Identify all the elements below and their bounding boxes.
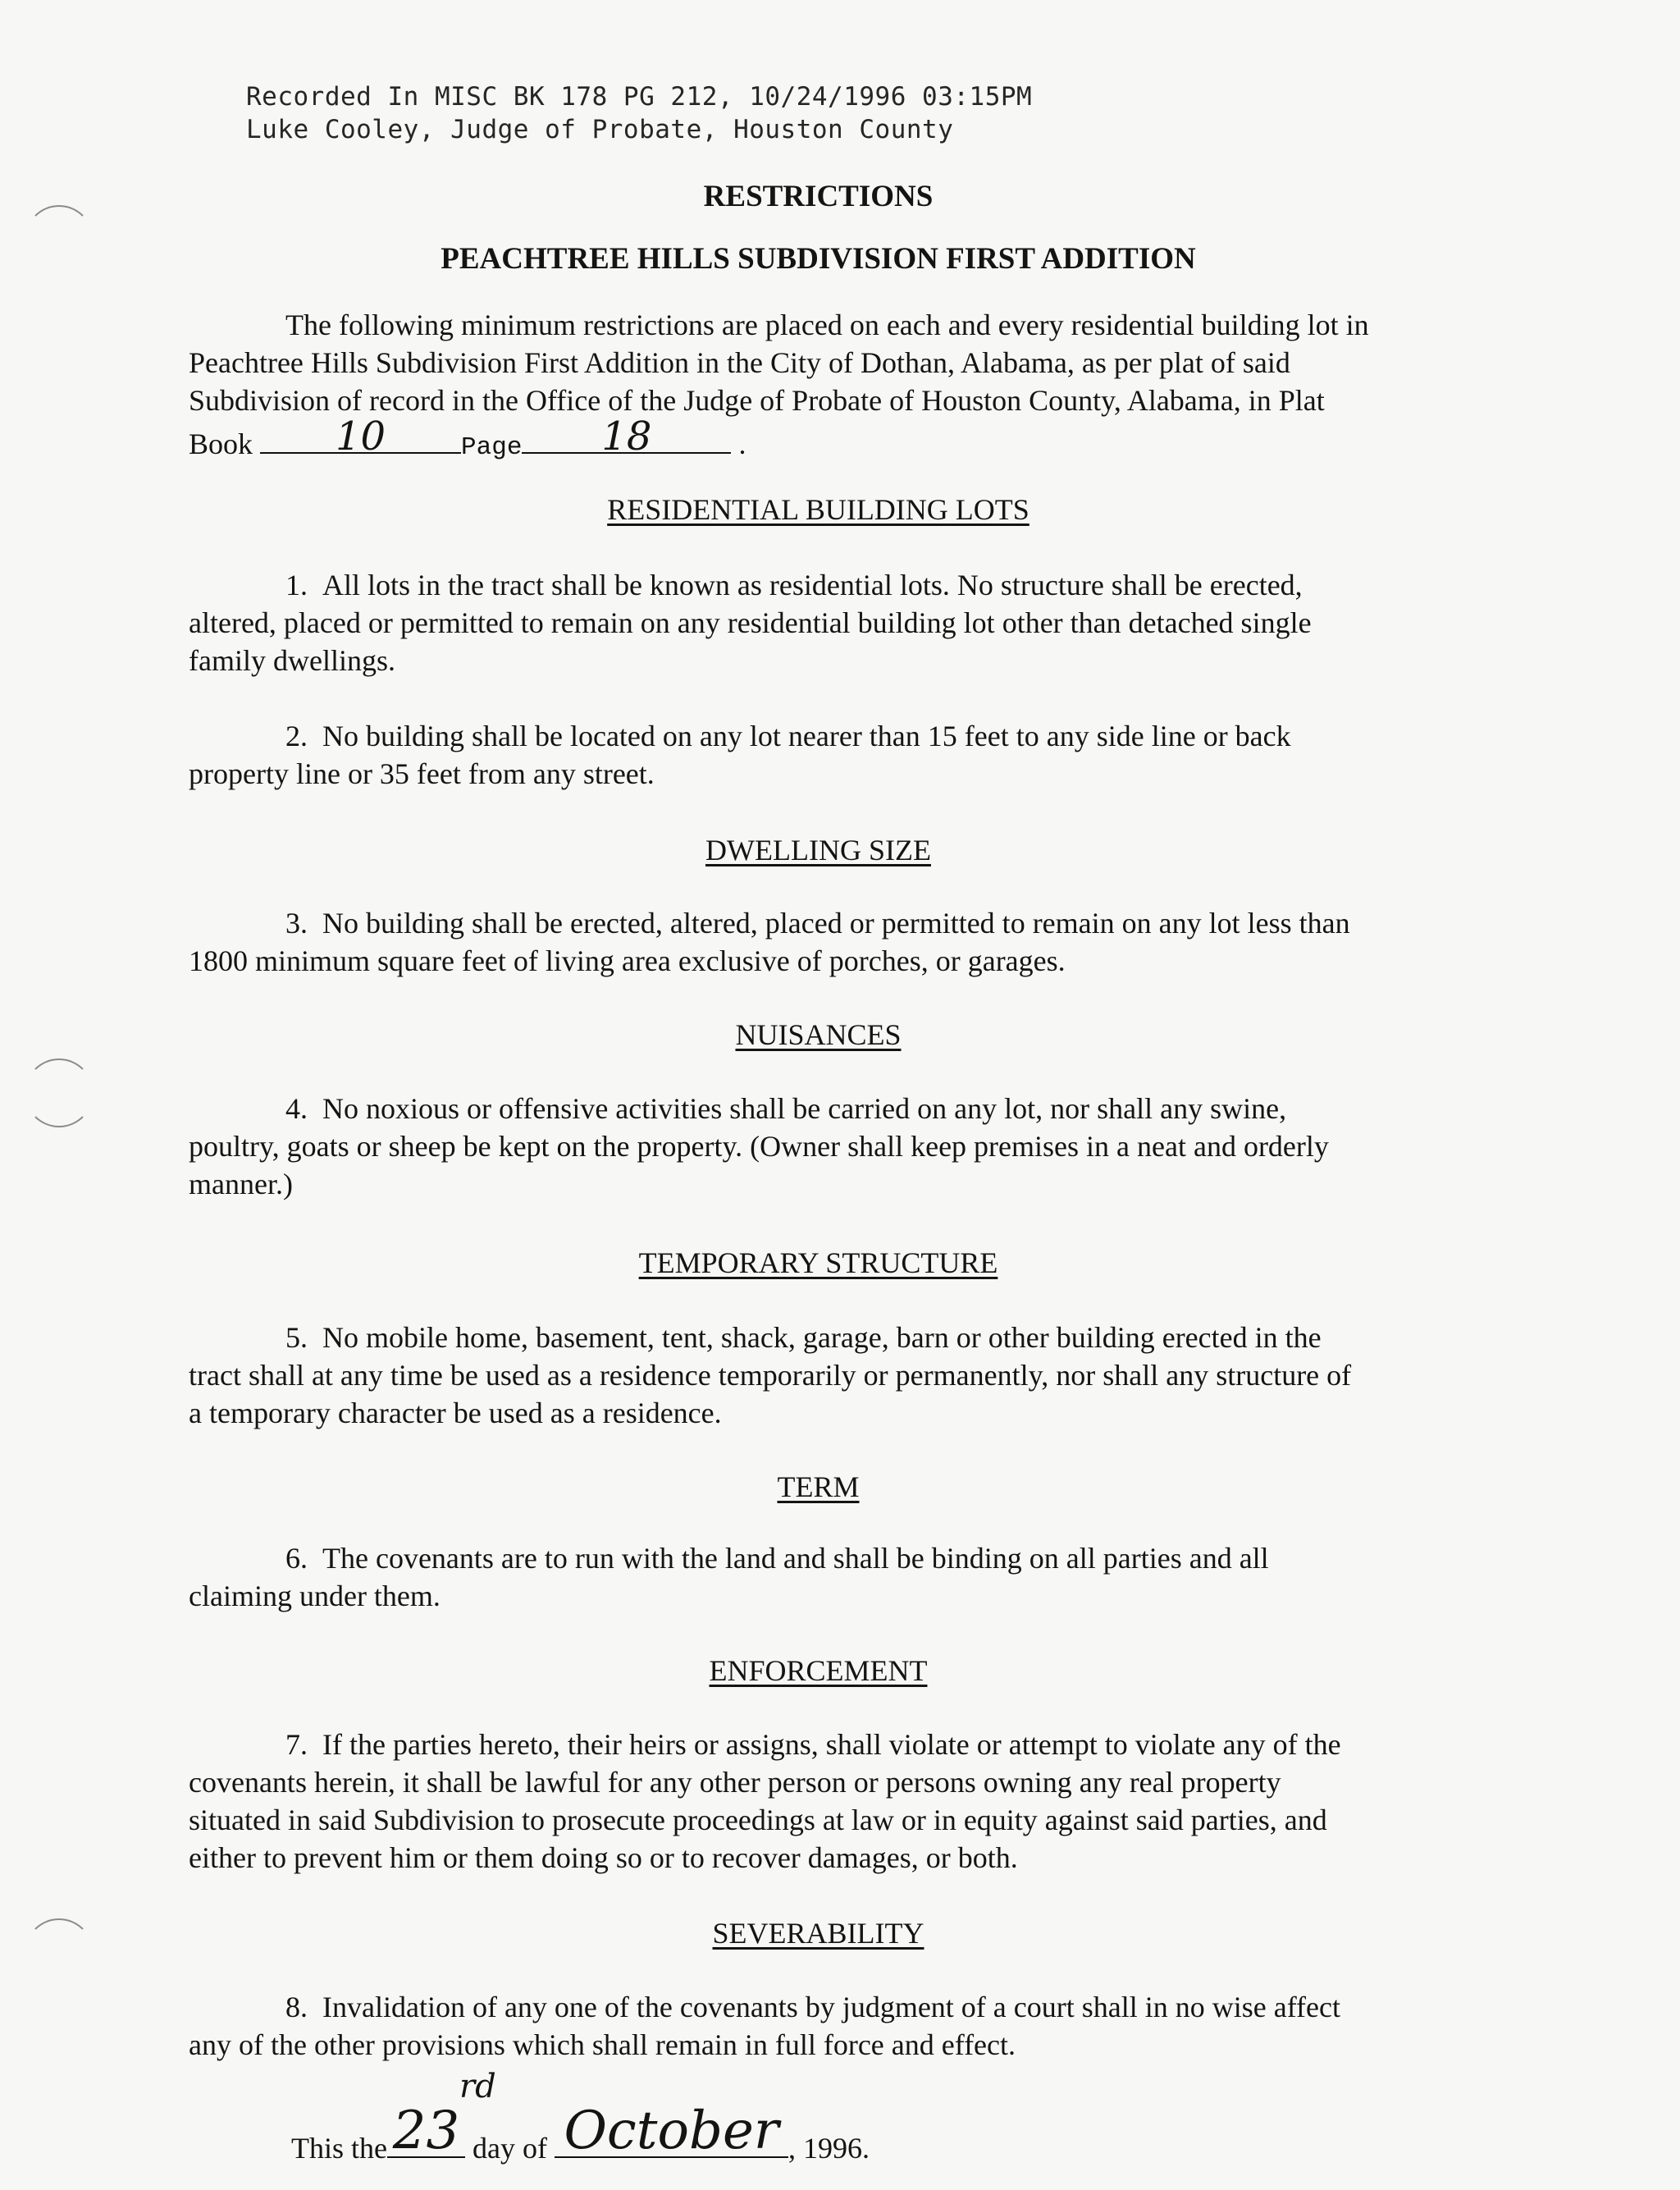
restriction-1 [189, 566, 1468, 679]
day-suffix-handwritten: rd [459, 2068, 496, 2105]
restriction-line: tract shall at any time be used as a residence temporarily or permanently, nor shall any structure of [189, 1359, 1352, 1392]
restriction-number: 4. [285, 1092, 308, 1125]
restriction-number: 1. [285, 569, 308, 601]
book-number-handwritten: 10 [335, 414, 386, 459]
restriction-3 [189, 904, 1468, 980]
restriction-number: 6. [285, 1542, 308, 1575]
document-title: RESTRICTIONS [703, 180, 934, 213]
year-label: , 1996. [788, 2132, 870, 2165]
intro-end-period: . [738, 427, 746, 460]
this-the-label: This the [291, 2132, 387, 2165]
heading-nuisances: NUISANCES [735, 1018, 902, 1051]
restriction-line: 1800 minimum square feet of living area exclusive of porches, or garages. [189, 944, 1066, 977]
restriction-5 [189, 1319, 1468, 1432]
restriction-line: altered, placed or permitted to remain on any residential building lot other than detached single [189, 606, 1312, 639]
restriction-number: 2. [285, 720, 308, 752]
recording-stamp-line-2: Luke Cooley, Judge of Probate, Houston County [246, 115, 954, 144]
restriction-line: No mobile home, basement, tent, shack, garage, barn or other building erected in the [322, 1321, 1322, 1354]
heading-dwelling-size: DWELLING SIZE [705, 834, 931, 866]
heading-temporary-structure: TEMPORARY STRUCTURE [638, 1246, 998, 1279]
intro-line-3: Subdivision of record in the Office of the Judge of Probate of Houston County, Alabama, in Plat [189, 384, 1325, 417]
restriction-number: 8. [285, 1991, 308, 2023]
recording-stamp [246, 80, 1032, 146]
page-number-handwritten: 18 [601, 414, 652, 459]
restriction-line: a temporary character be used as a residence. [189, 1397, 722, 1429]
page-blank [522, 414, 731, 459]
restriction-8 [189, 1988, 1468, 2064]
restriction-line: claiming under them. [189, 1580, 441, 1612]
restriction-line: either to prevent him or them doing so or to recover damages, or both. [189, 1841, 1018, 1874]
restriction-line: property line or 35 feet from any street. [189, 757, 655, 790]
day-blank [387, 2068, 496, 2161]
heading-enforcement: ENFORCEMENT [709, 1654, 928, 1687]
document-subtitle: PEACHTREE HILLS SUBDIVISION FIRST ADDITION [441, 242, 1196, 276]
plat-book-reference [189, 414, 1468, 467]
restriction-line: family dwellings. [189, 644, 395, 677]
restriction-line: All lots in the tract shall be known as residential lots. No structure shall be erected, [322, 569, 1303, 601]
restriction-2 [189, 717, 1468, 793]
restriction-number: 3. [285, 907, 308, 940]
heading-residential-building-lots: RESIDENTIAL BUILDING LOTS [607, 493, 1029, 526]
book-label: Book [189, 427, 253, 460]
restriction-line: No noxious or offensive activities shall be carried on any lot, nor shall any swine, [322, 1092, 1287, 1125]
heading-term: TERM [777, 1470, 860, 1503]
page-label: Page [461, 433, 523, 462]
restriction-number: 7. [285, 1728, 308, 1761]
binder-hole-middle [25, 1058, 94, 1127]
restriction-6 [189, 1539, 1468, 1615]
restriction-line: No building shall be erected, altered, placed or permitted to remain on any lot less than [322, 907, 1350, 940]
restriction-line: situated in said Subdivision to prosecute proceedings at law or in equity against said parties, and [189, 1804, 1327, 1836]
restriction-line: any of the other provisions which shall remain in full force and effect. [189, 2028, 1016, 2061]
intro-line-2: Peachtree Hills Subdivision First Addition in the City of Dothan, Alabama, as per plat of said [189, 346, 1290, 379]
day-handwritten: 23 [392, 2101, 460, 2161]
restriction-line: No building shall be located on any lot nearer than 15 feet to any side line or back [322, 720, 1291, 752]
restriction-line: poultry, goats or sheep be kept on the property. (Owner shall keep premises in a neat and orderly [189, 1130, 1329, 1163]
restriction-line: covenants herein, it shall be lawful for any other person or persons owning any real property [189, 1766, 1281, 1799]
execution-date-line [291, 2068, 870, 2165]
heading-severability: SEVERABILITY [712, 1917, 924, 1950]
book-blank [260, 414, 461, 459]
intro-paragraph [189, 306, 1468, 467]
restriction-7 [189, 1726, 1468, 1877]
restriction-4 [189, 1090, 1468, 1203]
restriction-line: The covenants are to run with the land and shall be binding on all parties and all [322, 1542, 1269, 1575]
month-handwritten: October [564, 2101, 779, 2161]
restriction-line: Invalidation of any one of the covenants by judgment of a court shall in no wise affect [322, 1991, 1340, 2023]
restriction-line: If the parties hereto, their heirs or assigns, shall violate or attempt to violate any of the [322, 1728, 1341, 1761]
recording-stamp-line-1: Recorded In MISC BK 178 PG 212, 10/24/1996 03:15PM [246, 82, 1033, 112]
restriction-line: manner.) [189, 1168, 293, 1200]
intro-line-1: The following minimum restrictions are placed on each and every residential building lot in [285, 309, 1369, 341]
restriction-number: 5. [285, 1321, 308, 1354]
month-blank [555, 2101, 788, 2161]
day-of-label: day of [472, 2132, 547, 2165]
